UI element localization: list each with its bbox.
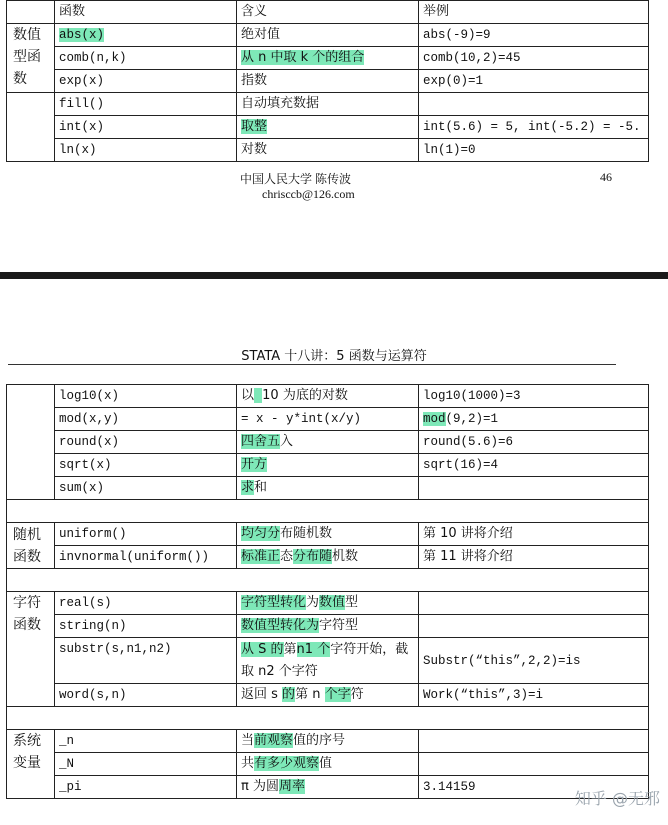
example-cell: ln(1)=0 (419, 139, 649, 162)
function-cell: _N (55, 753, 237, 776)
table-row (7, 408, 649, 431)
function-cell: invnormal(uniform()) (55, 546, 237, 569)
meaning-cell: 均匀分布随机数 (237, 523, 419, 546)
table-row (7, 546, 649, 569)
example-cell: exp(0)=1 (419, 70, 649, 93)
function-cell: string(n) (55, 615, 237, 638)
table-row (7, 70, 649, 93)
function-cell: substr(s,n1,n2) (55, 638, 237, 684)
meaning-cell: 取整 (237, 116, 419, 139)
function-cell: word(s,n) (55, 684, 237, 707)
category-string: 字符函数 (7, 592, 55, 707)
function-cell: sum(x) (55, 477, 237, 500)
title-underline (8, 364, 616, 365)
meaning-cell: 从 n 中取 k 个的组合 (237, 47, 419, 70)
function-cell: mod(x,y) (55, 408, 237, 431)
table-row (7, 730, 649, 753)
table-row (7, 523, 649, 546)
meaning-cell: 以 10 为底的对数 (237, 385, 419, 408)
header-example: 举例 (419, 1, 649, 24)
function-cell: real(s) (55, 592, 237, 615)
example-cell: comb(10,2)=45 (419, 47, 649, 70)
meaning-cell: 求和 (237, 477, 419, 500)
table-row (7, 477, 649, 500)
example-cell: Work(“this”,3)=i (419, 684, 649, 707)
watermark: 知乎 @无邪 (574, 789, 660, 808)
example-cell: 第 10 讲将介绍 (419, 523, 649, 546)
example-cell: 第 11 讲将介绍 (419, 546, 649, 569)
table-row (7, 753, 649, 776)
meaning-cell: = x - y*int(x/y) (237, 408, 419, 431)
meaning-cell: 对数 (237, 139, 419, 162)
example-cell: int(5.6) = 5, int(-5.2) = -5. (419, 116, 649, 139)
example-cell: log10(1000)=3 (419, 385, 649, 408)
table-row (7, 24, 649, 47)
meaning-cell: 共有多少观察值 (237, 753, 419, 776)
function-cell: log10(x) (55, 385, 237, 408)
footer-email: chrisccb@126.com (262, 187, 355, 201)
page-title: STATA 十八讲：5 函数与运算符 (241, 349, 427, 364)
function-cell: fill() (55, 93, 237, 116)
function-cell: int(x) (55, 116, 237, 139)
function-cell: _n (55, 730, 237, 753)
example-cell: Substr(“this”,2,2)=is (419, 638, 649, 684)
top-function-table (6, 0, 649, 162)
category-numeric (7, 24, 55, 93)
function-cell: round(x) (55, 431, 237, 454)
meaning-cell: 字符型转化为数值型 (237, 592, 419, 615)
example-cell (419, 93, 649, 116)
meaning-cell: 返回 s 的第 n 个字符 (237, 684, 419, 707)
table-row (7, 385, 649, 408)
table-row (7, 431, 649, 454)
table-row (7, 139, 649, 162)
function-cell: abs(x) (55, 24, 237, 47)
header-meaning: 含义 (237, 1, 419, 24)
meaning-cell: 四舍五入 (237, 431, 419, 454)
table-row (7, 776, 649, 799)
meaning-cell: 从 S 的第n1 个字符开始，截取 n2 个字符 (237, 638, 419, 684)
function-cell: exp(x) (55, 70, 237, 93)
page-divider (0, 272, 668, 279)
table-row (7, 638, 649, 684)
function-cell: sqrt(x) (55, 454, 237, 477)
meaning-cell: 指数 (237, 70, 419, 93)
page-number: 46 (600, 170, 612, 184)
table-row (7, 684, 649, 707)
function-cell: ln(x) (55, 139, 237, 162)
example-cell: 3.14159 (419, 776, 649, 799)
footer-institution: 中国人民大学 陈传波 (240, 172, 352, 186)
function-cell: _pi (55, 776, 237, 799)
table-row (7, 615, 649, 638)
spacer-row (7, 500, 649, 523)
category-random: 随机函数 (7, 523, 55, 569)
example-cell: sqrt(16)=4 (419, 454, 649, 477)
example-cell: abs(-9)=9 (419, 24, 649, 47)
example-cell: mod(9,2)=1 (419, 408, 649, 431)
table-row (7, 592, 649, 615)
table-row (7, 47, 649, 70)
bottom-function-table (6, 384, 649, 799)
spacer-row (7, 707, 649, 730)
category-system: 系统变量 (7, 730, 55, 799)
category-label: 数值型函数 (13, 27, 41, 87)
meaning-cell: 开方 (237, 454, 419, 477)
table-row (7, 116, 649, 139)
table-row (7, 454, 649, 477)
function-cell: uniform() (55, 523, 237, 546)
meaning-cell: 当前观察值的序号 (237, 730, 419, 753)
meaning-cell: 标准正态分布随机数 (237, 546, 419, 569)
meaning-cell: 数值型转化为字符型 (237, 615, 419, 638)
header-row (7, 1, 649, 24)
function-cell: comb(n,k) (55, 47, 237, 70)
meaning-cell: 自动填充数据 (237, 93, 419, 116)
table-row (7, 93, 649, 116)
meaning-cell: 绝对值 (237, 24, 419, 47)
example-cell: round(5.6)=6 (419, 431, 649, 454)
meaning-cell: π 为圆周率 (237, 776, 419, 799)
spacer-row (7, 569, 649, 592)
header-function: 函数 (55, 1, 237, 24)
